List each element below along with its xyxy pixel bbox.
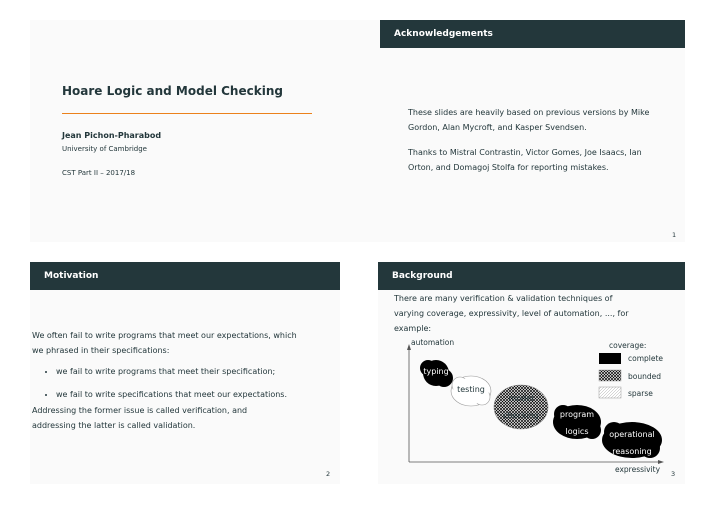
slide-2 xyxy=(30,262,340,484)
label-program-logics: program logics xyxy=(559,410,595,436)
legend-label-bounded: bounded xyxy=(628,372,661,381)
page-number: 3 xyxy=(671,470,676,478)
slide-1 xyxy=(30,20,685,242)
ack-paragraph-2: Thanks to Mistral Contrastin, Victor Gomes, Joe Isaacs, Ian Orton, and Domagoj Stolfa for reporting mistakes. xyxy=(408,148,642,172)
legend-label-sparse: sparse xyxy=(628,389,653,398)
label-model-checking: model checking xyxy=(503,394,539,420)
x-axis-label: expressivity xyxy=(615,465,661,474)
frame-title-motivation: Motivation xyxy=(30,262,340,290)
legend-label-complete: complete xyxy=(628,354,664,363)
frame-title-background: Background xyxy=(378,262,685,290)
label-typing: typing xyxy=(423,367,449,376)
bullet-item: • we fail to write programs that meet their specification; xyxy=(56,364,326,379)
frame-title-acknowledgements: Acknowledgements xyxy=(380,20,685,48)
institution: University of Cambridge xyxy=(62,145,147,153)
legend-swatch-complete xyxy=(599,353,621,364)
page-number: 1 xyxy=(672,231,677,239)
label-operational-reasoning: operational reasoning xyxy=(609,430,655,456)
bullet-item: • we fail to write specifications that meet our expectations. xyxy=(56,387,326,402)
label-testing: testing xyxy=(457,385,485,394)
y-axis-label: automation xyxy=(411,338,455,347)
ack-paragraph-1: These slides are heavily based on previous versions by Mike Gordon, Alan Mycroft, and Kasper Svendsen. xyxy=(408,108,650,132)
motivation-conclusion: Addressing the former issue is called verification, and addressing the latter is called validation. xyxy=(32,406,248,430)
page-number: 2 xyxy=(326,470,331,478)
motivation-intro: We often fail to write programs that meet our expectations, which we phrased in their specifications: xyxy=(32,331,297,355)
presentation-title: Hoare Logic and Model Checking xyxy=(62,84,283,98)
background-intro: There are many verification & validation techniques of varying coverage, expressivity, level of automation, ..., for example: xyxy=(394,294,629,333)
slide-3 xyxy=(378,262,685,484)
author: Jean Pichon-Pharabod xyxy=(62,131,162,140)
course-date: CST Part II – 2017/18 xyxy=(62,169,136,177)
legend-title: coverage: xyxy=(609,341,647,350)
title-rule xyxy=(62,113,312,114)
legend-swatch-sparse xyxy=(599,387,621,398)
legend-swatch-bounded xyxy=(599,370,621,381)
